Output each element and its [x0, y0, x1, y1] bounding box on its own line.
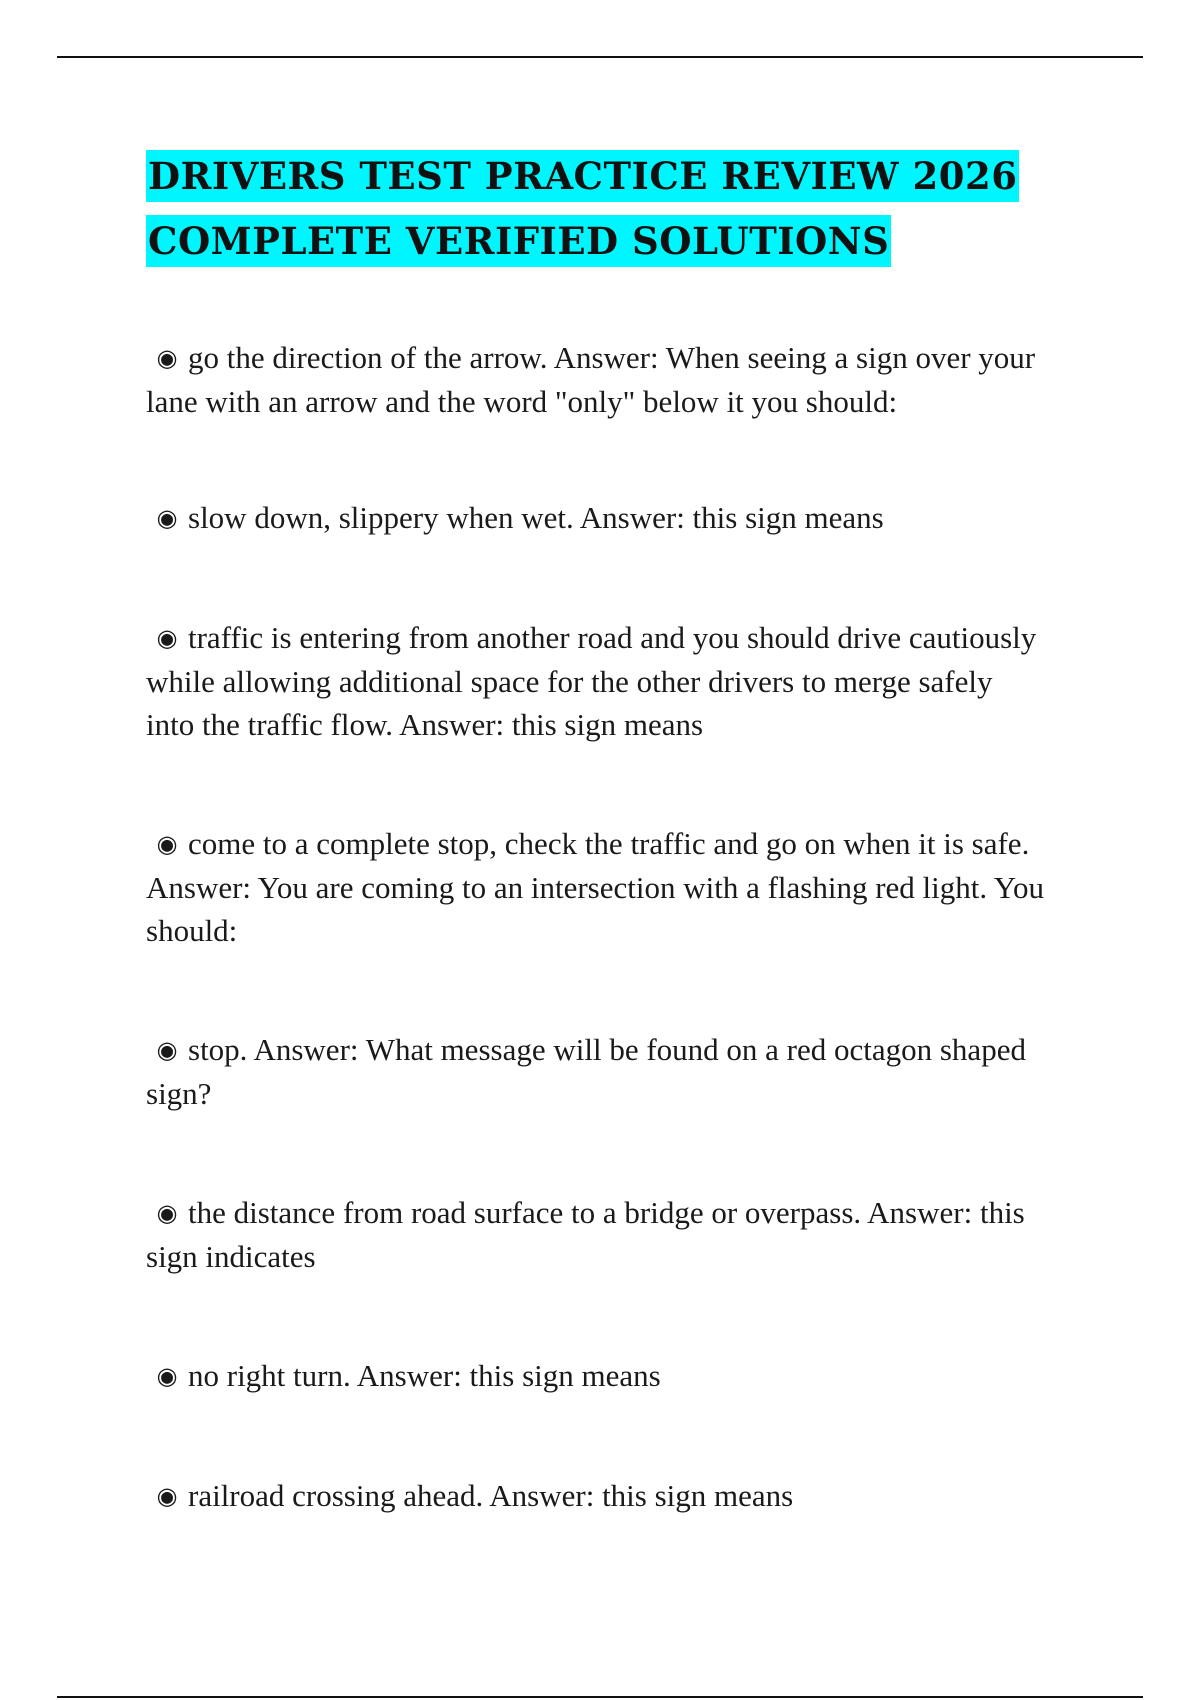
qa-text: stop. Answer: What message will be found on a red octagon shaped sign? [146, 1032, 1026, 1111]
radio-bullet-icon: ◉ [156, 1362, 178, 1390]
qa-text: railroad crossing ahead. Answer: this sign means [188, 1478, 794, 1513]
bottom-rule [57, 1696, 1143, 1698]
qa-text: go the direction of the arrow. Answer: When seeing a sign over your lane with an arrow and the word "only" below it you should: [146, 340, 1036, 419]
list-item [146, 616, 1046, 746]
list-item [146, 336, 1046, 423]
radio-bullet-icon: ◉ [156, 624, 178, 652]
title-line-2: COMPLETE VERIFIED SOLUTIONS [146, 215, 891, 267]
list-item [146, 1028, 1046, 1115]
radio-bullet-icon: ◉ [156, 1482, 178, 1510]
qa-text: slow down, slippery when wet. Answer: this sign means [188, 500, 884, 535]
top-rule [57, 56, 1143, 58]
radio-bullet-icon: ◉ [156, 1199, 178, 1227]
list-item [146, 1474, 1046, 1518]
document-title [146, 146, 1046, 276]
radio-bullet-icon: ◉ [156, 830, 178, 858]
list-item [146, 822, 1046, 952]
radio-bullet-icon: ◉ [156, 344, 178, 372]
list-item [146, 496, 1046, 540]
title-line-1: DRIVERS TEST PRACTICE REVIEW 2026 [146, 150, 1019, 202]
qa-text: traffic is entering from another road and you should drive cautiously while allowing additional space for the other drivers to merge safely into the traffic flow. Answer: this sign means [146, 620, 1037, 742]
list-item [146, 1191, 1046, 1278]
radio-bullet-icon: ◉ [156, 504, 178, 532]
qa-list [146, 336, 1046, 1518]
qa-text: come to a complete stop, check the traffic and go on when it is safe. Answer: You are coming to an intersection with a flashing red light. You should: [146, 826, 1045, 948]
list-item [146, 1354, 1046, 1398]
radio-bullet-icon: ◉ [156, 1036, 178, 1064]
document-body [146, 146, 1046, 1513]
qa-text: the distance from road surface to a bridge or overpass. Answer: this sign indicates [146, 1195, 1025, 1274]
qa-text: no right turn. Answer: this sign means [188, 1358, 661, 1393]
